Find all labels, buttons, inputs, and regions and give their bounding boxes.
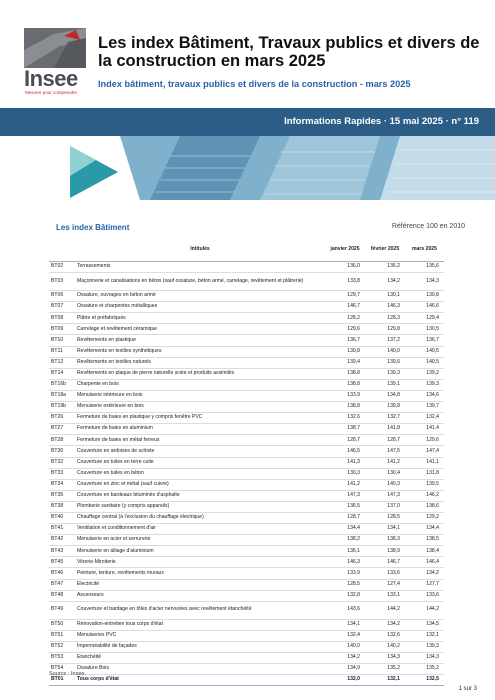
index-label: Menuiseries PVC — [75, 630, 325, 641]
value-feb: 128,3 — [365, 313, 405, 324]
value-feb: 134,3 — [365, 653, 405, 664]
value-jan: 146,3 — [325, 557, 365, 568]
index-code: BT32 — [49, 457, 75, 468]
index-code: BT54 — [49, 664, 75, 675]
value-feb: 135,2 — [365, 664, 405, 675]
value-feb: 129,8 — [365, 324, 405, 335]
value-feb: 136,2 — [365, 262, 405, 273]
index-label: Peinture, tenture, revêtements muraux — [75, 568, 325, 579]
index-label: Plomberie sanitaire (y compris appareils) — [75, 501, 325, 512]
value-mar: 133,6 — [405, 590, 444, 601]
index-code: BT48 — [49, 590, 75, 601]
value-feb: 134,2 — [365, 619, 405, 630]
index-code: BT51 — [49, 630, 75, 641]
banner-strip — [0, 108, 495, 136]
table-row — [49, 524, 444, 535]
table-row — [49, 390, 444, 401]
index-code: BT10 — [49, 335, 75, 346]
index-label: Couverture en tuiles en terre cuite — [75, 457, 325, 468]
table-row — [49, 368, 444, 379]
value-mar: 132,1 — [405, 630, 444, 641]
value-feb: 137,0 — [365, 501, 405, 512]
table-row — [49, 291, 444, 302]
page-header — [0, 0, 495, 108]
value-mar: 134,5 — [405, 619, 444, 630]
value-mar: 134,2 — [405, 568, 444, 579]
table-row — [49, 424, 444, 435]
value-mar: 138,6 — [405, 501, 444, 512]
index-code: BT26 — [49, 413, 75, 424]
value-jan: 133,9 — [325, 390, 365, 401]
value-jan: 146,5 — [325, 446, 365, 457]
value-feb: 140,0 — [365, 346, 405, 357]
value-mar: 129,4 — [405, 313, 444, 324]
value-mar: 139,7 — [405, 402, 444, 413]
value-jan: 136,1 — [325, 546, 365, 557]
value-jan: 133,8 — [325, 273, 365, 291]
table-row — [49, 357, 444, 368]
index-code: BT18a — [49, 390, 75, 401]
index-label: Chauffage central (à l'exclusion du chauffage électrique) — [75, 512, 325, 523]
value-mar: 132,4 — [405, 413, 444, 424]
table-row — [49, 346, 444, 357]
value-feb: 138,3 — [365, 535, 405, 546]
value-mar: 141,4 — [405, 424, 444, 435]
value-mar: 146,4 — [405, 557, 444, 568]
index-code: BT11 — [49, 346, 75, 357]
table-row — [49, 335, 444, 346]
table-row — [49, 619, 444, 630]
table-row — [49, 324, 444, 335]
table-row — [49, 446, 444, 457]
value-jan: 128,2 — [325, 313, 365, 324]
value-jan: 136,0 — [325, 262, 365, 273]
value-jan: 138,8 — [325, 368, 365, 379]
value-mar: 140,5 — [405, 346, 444, 357]
index-code: BT43 — [49, 546, 75, 557]
table-row — [49, 601, 444, 619]
value-mar: 139,3 — [405, 379, 444, 390]
index-label: Rénovation-entretien tous corps d'état — [75, 619, 325, 630]
index-code: BT06 — [49, 291, 75, 302]
value-mar: 131,8 — [405, 468, 444, 479]
value-feb: 130,4 — [365, 468, 405, 479]
index-label: Vitrerie-Miroiterie — [75, 557, 325, 568]
index-label: Ossature Bois — [75, 664, 325, 675]
index-label: Fermeture de baies en aluminium — [75, 424, 325, 435]
value-jan: 134,1 — [325, 619, 365, 630]
value-feb: 134,2 — [365, 273, 405, 291]
value-feb: 132,6 — [365, 630, 405, 641]
value-jan: 143,6 — [325, 601, 365, 619]
value-mar: 147,4 — [405, 446, 444, 457]
index-code: BT16b — [49, 379, 75, 390]
index-label: Menuiserie en acier et serrurerie — [75, 535, 325, 546]
reference-note: Référence 100 en 2010 — [391, 223, 465, 230]
value-mar: 134,3 — [405, 653, 444, 664]
table-row — [49, 557, 444, 568]
value-feb: 133,1 — [365, 590, 405, 601]
index-label: Tous corps d'état — [75, 675, 325, 686]
index-label: Etanchéité — [75, 653, 325, 664]
value-jan: 128,7 — [325, 435, 365, 446]
index-code: BT12 — [49, 357, 75, 368]
value-mar: 139,3 — [405, 641, 444, 652]
header-mar: mars 2025 — [405, 237, 444, 262]
table-row — [49, 579, 444, 590]
value-feb: 144,2 — [365, 601, 405, 619]
index-code: BT14 — [49, 368, 75, 379]
index-label: Maçonnerie et canalisations en béton (sauf ossature, béton armé, carrelage, revêtement et plâtrerie) — [75, 273, 325, 291]
value-jan: 132,4 — [325, 630, 365, 641]
table-row — [49, 512, 444, 523]
value-mar: 134,4 — [405, 524, 444, 535]
index-code: BT30 — [49, 446, 75, 457]
value-jan: 138,8 — [325, 402, 365, 413]
logo-word: Insee — [24, 66, 78, 91]
page-title: Les index Bâtiment, Travaux publics et divers de la construction en mars 2025 — [98, 34, 480, 70]
index-label: Terrassements — [75, 262, 325, 273]
index-code: BT47 — [49, 579, 75, 590]
index-code: BT41 — [49, 524, 75, 535]
table-row — [49, 402, 444, 413]
value-mar: 146,6 — [405, 302, 444, 313]
value-jan: 139,8 — [325, 346, 365, 357]
value-jan: 130,3 — [325, 468, 365, 479]
index-label: Revêtements en plaque de pierre naturelle sciée et produits assimilés — [75, 368, 325, 379]
value-jan: 134,2 — [325, 653, 365, 664]
value-feb: 139,6 — [365, 357, 405, 368]
value-mar: 138,4 — [405, 546, 444, 557]
value-feb: 146,3 — [365, 302, 405, 313]
value-feb: 147,3 — [365, 490, 405, 501]
value-jan: 140,0 — [325, 641, 365, 652]
value-feb: 141,2 — [365, 457, 405, 468]
table-row — [49, 479, 444, 490]
value-feb: 130,1 — [365, 291, 405, 302]
insee-logo — [24, 28, 86, 98]
table-row — [49, 546, 444, 557]
index-label: Imperméabilité de façades — [75, 641, 325, 652]
index-label: Couverture en tuiles en béton — [75, 468, 325, 479]
value-mar: 130,5 — [405, 324, 444, 335]
index-code: BT19b — [49, 402, 75, 413]
table-header-row — [49, 237, 444, 262]
value-jan: 128,7 — [325, 512, 365, 523]
value-feb: 147,5 — [365, 446, 405, 457]
publication-info: Informations Rapides · 15 mai 2025 · n° 119 — [284, 116, 479, 127]
header-label: Intitulés — [75, 237, 325, 262]
table-row — [49, 653, 444, 664]
value-jan: 133,9 — [325, 568, 365, 579]
value-feb: 127,4 — [365, 579, 405, 590]
value-feb: 146,7 — [365, 557, 405, 568]
value-feb: 139,8 — [365, 402, 405, 413]
table-row — [49, 302, 444, 313]
value-feb: 134,8 — [365, 390, 405, 401]
value-mar: 146,2 — [405, 490, 444, 501]
index-code: BT27 — [49, 424, 75, 435]
value-mar: 139,2 — [405, 368, 444, 379]
value-jan: 147,3 — [325, 490, 365, 501]
value-feb: 140,3 — [365, 479, 405, 490]
value-feb: 133,6 — [365, 568, 405, 579]
value-feb: 134,1 — [365, 524, 405, 535]
index-code: BT53 — [49, 653, 75, 664]
section-title: Les index Bâtiment — [56, 223, 130, 232]
value-feb: 137,2 — [365, 335, 405, 346]
index-code: BT02 — [49, 262, 75, 273]
table-row — [49, 630, 444, 641]
value-feb: 138,9 — [365, 546, 405, 557]
index-label: Couverture et bardage en tôles d'acier nervurées avec revêtement étanchéité — [75, 601, 325, 619]
table-row — [49, 379, 444, 390]
table-row — [49, 501, 444, 512]
index-code: BT08 — [49, 313, 75, 324]
table-row — [49, 457, 444, 468]
value-mar: 135,2 — [405, 664, 444, 675]
index-label: Charpente en bois — [75, 379, 325, 390]
value-mar: 127,7 — [405, 579, 444, 590]
value-jan: 146,7 — [325, 302, 365, 313]
index-code: BT50 — [49, 619, 75, 630]
value-feb: 132,7 — [365, 413, 405, 424]
value-jan: 138,8 — [325, 379, 365, 390]
index-code: BT03 — [49, 273, 75, 291]
value-mar: 139,5 — [405, 479, 444, 490]
value-jan: 128,5 — [325, 579, 365, 590]
index-label: Plâtre et préfabriqués — [75, 313, 325, 324]
value-mar: 132,5 — [405, 675, 444, 686]
value-jan: 134,4 — [325, 524, 365, 535]
index-label: Menuiserie intérieure en bois — [75, 390, 325, 401]
index-label: Fermeture de baies en métal ferreux — [75, 435, 325, 446]
value-mar: 129,2 — [405, 512, 444, 523]
table-row — [49, 413, 444, 424]
value-feb: 141,8 — [365, 424, 405, 435]
table-row — [49, 490, 444, 501]
table-row — [49, 313, 444, 324]
index-label: Couverture en ardoises de schiste — [75, 446, 325, 457]
value-mar: 138,5 — [405, 535, 444, 546]
index-code: BT52 — [49, 641, 75, 652]
value-jan: 132,6 — [325, 413, 365, 424]
value-feb: 132,1 — [365, 675, 405, 686]
value-jan: 138,7 — [325, 424, 365, 435]
value-jan: 134,9 — [325, 664, 365, 675]
table-row — [49, 664, 444, 675]
value-jan: 138,2 — [325, 535, 365, 546]
table-row — [49, 262, 444, 273]
index-label: Ossature et charpentes métalliques — [75, 302, 325, 313]
value-jan: 129,6 — [325, 324, 365, 335]
table-row — [49, 641, 444, 652]
index-table — [49, 237, 444, 686]
index-code: BT45 — [49, 557, 75, 568]
index-code: BT33 — [49, 468, 75, 479]
index-label: Fermeture de baies en plastique y compris fenêtre PVC — [75, 413, 325, 424]
value-feb: 139,3 — [365, 368, 405, 379]
value-mar: 129,6 — [405, 435, 444, 446]
index-code: BT09 — [49, 324, 75, 335]
index-code: BT46 — [49, 568, 75, 579]
index-code: BT07 — [49, 302, 75, 313]
value-mar: 134,6 — [405, 390, 444, 401]
index-code: BT01 — [49, 675, 75, 686]
index-label: Menuiserie en alliage d'aluminium — [75, 546, 325, 557]
value-jan: 141,3 — [325, 457, 365, 468]
value-jan: 136,5 — [325, 501, 365, 512]
logo-emblem — [24, 28, 86, 68]
index-label: Revêtements en textiles synthétiques — [75, 346, 325, 357]
index-label: Couverture en zinc et métal (sauf cuivre) — [75, 479, 325, 490]
table-row — [49, 468, 444, 479]
value-mar: 144,2 — [405, 601, 444, 619]
index-label: Revêtements en plastique — [75, 335, 325, 346]
table-row — [49, 273, 444, 291]
index-code: BT49 — [49, 601, 75, 619]
value-jan: 141,2 — [325, 479, 365, 490]
logo-tagline: Mesurer pour comprendre — [25, 90, 78, 95]
index-code: BT34 — [49, 479, 75, 490]
index-label: Ossature, ouvrages en béton armé — [75, 291, 325, 302]
table-total-row — [49, 675, 444, 686]
header-feb: février 2025 — [365, 237, 405, 262]
value-mar: 141,1 — [405, 457, 444, 468]
value-feb: 128,5 — [365, 512, 405, 523]
value-mar: 140,5 — [405, 357, 444, 368]
index-code: BT40 — [49, 512, 75, 523]
header-jan: janvier 2025 — [325, 237, 365, 262]
index-label: Ventilation et conditionnement d'air — [75, 524, 325, 535]
index-label: Ascenseurs — [75, 590, 325, 601]
index-label: Carrelage et revêtement céramique — [75, 324, 325, 335]
header-code — [49, 237, 75, 262]
value-mar: 135,6 — [405, 262, 444, 273]
table-row — [49, 535, 444, 546]
page-number: 1 sur 3 — [458, 686, 477, 692]
value-mar: 130,8 — [405, 291, 444, 302]
value-mar: 136,7 — [405, 335, 444, 346]
index-code: BT42 — [49, 535, 75, 546]
value-feb: 140,2 — [365, 641, 405, 652]
value-feb: 139,1 — [365, 379, 405, 390]
page-subtitle: Index bâtiment, travaux publics et divers de la construction - mars 2025 — [98, 79, 411, 89]
value-jan: 132,8 — [325, 590, 365, 601]
table-row — [49, 590, 444, 601]
publication-banner — [0, 108, 495, 200]
index-label: Menuiserie extérieure en bois — [75, 402, 325, 413]
table-row — [49, 568, 444, 579]
value-jan: 139,4 — [325, 357, 365, 368]
table-row — [49, 435, 444, 446]
value-mar: 134,3 — [405, 273, 444, 291]
source-note: Source : Insee. — [49, 671, 86, 677]
index-code: BT38 — [49, 501, 75, 512]
table-body — [49, 262, 444, 686]
index-label: Revêtements en textiles naturels — [75, 357, 325, 368]
value-jan: 129,7 — [325, 291, 365, 302]
index-code: BT35 — [49, 490, 75, 501]
building-illustration — [0, 136, 495, 200]
value-jan: 136,7 — [325, 335, 365, 346]
value-feb: 128,7 — [365, 435, 405, 446]
index-code: BT28 — [49, 435, 75, 446]
index-label: Electricité — [75, 579, 325, 590]
value-jan: 132,0 — [325, 675, 365, 686]
index-label: Couverture en bardeaux bituminés d'asphalte — [75, 490, 325, 501]
